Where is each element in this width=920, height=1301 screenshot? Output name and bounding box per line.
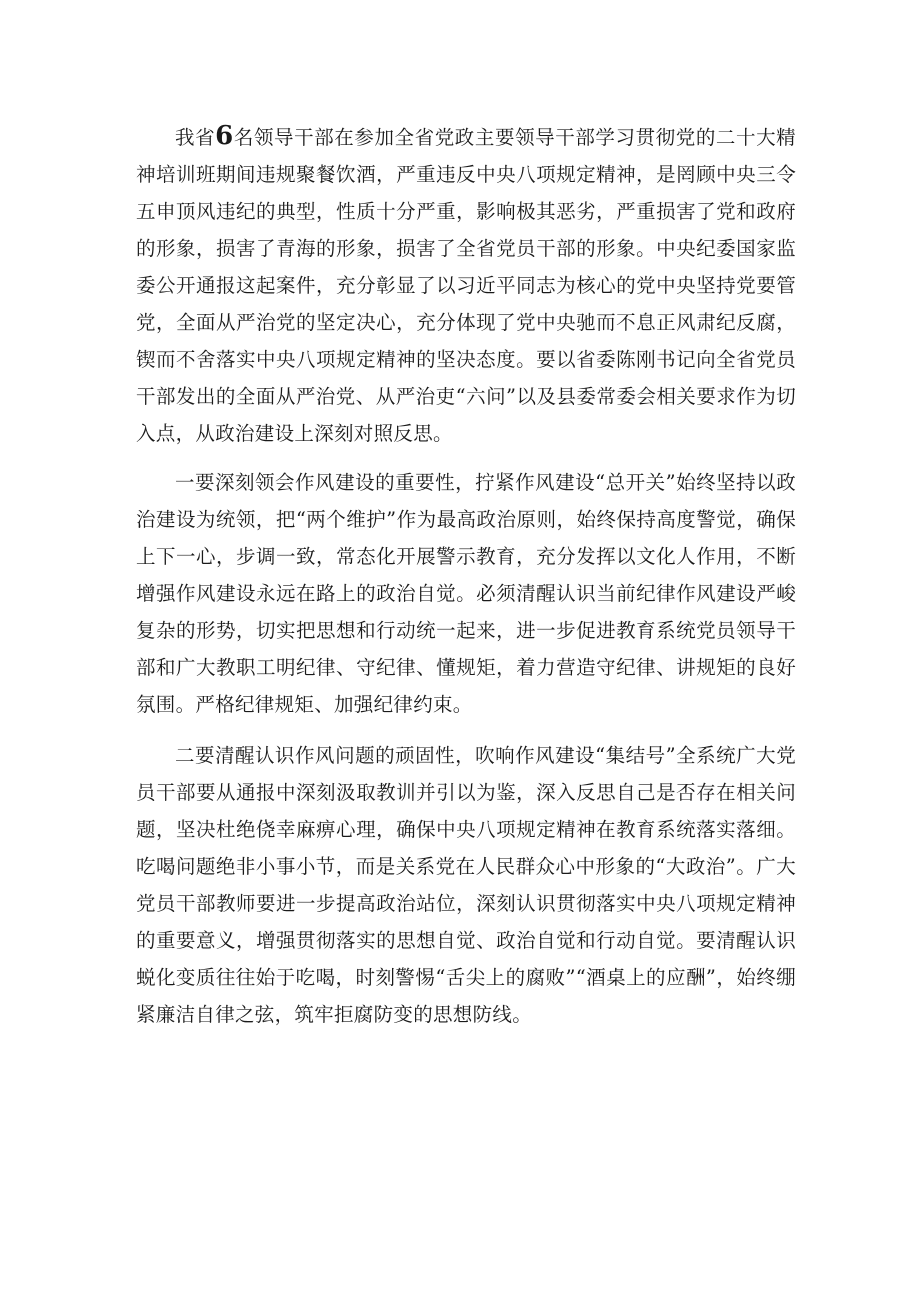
paragraph-2: 一要深刻领会作风建设的重要性，拧紧作风建设“总开关”始终坚持以政治建设为统领，把“两个维护”作为最高政治原则，始终保持高度警觉，确保上下一心，步调一致，常态化开展警示教育，充分发挥以文化人作用，不断增强作风建设永远在路上的政治自觉。必须清醒认识当前纪律作风建设严峻复杂的形势，切实把思想和行动统一起来，进一步促进教育系统党员领导干部和广大教职工明纪律、守纪律、懂规矩，着力营造守纪律、讲规矩的良好氛围。严格纪律规矩、加强纪律约束。 — [136, 471, 796, 716]
paragraph-1-number: 6 — [215, 121, 234, 151]
paragraph-1 — [136, 118, 796, 452]
paragraph-3: 二要清醒认识作风问题的顽固性，吹响作风建设“集结号”全系统广大党员干部要从通报中深刻汲取教训并引以为鉴，深入反思自己是否存在相关问题，坚决杜绝侥幸麻痹心理，确保中央八项规定精神在教育系统落实落细。吃喝问题绝非小事小节，而是关系党在人民群众心中形象的“大政治”。广大党员干部教师要进一步提高政治站位，深刻认识贯彻落实中央八项规定精神的重要意义，增强贯彻落实的思想自觉、政治自觉和行动自觉。要清醒认识蜕化变质往往始于吃喝，时刻警惕“舌尖上的腐败”“酒桌上的应酬”，始终绷紧廉洁自律之弦，筑牢拒腐防变的思想防线。 — [136, 744, 796, 1026]
document-body — [136, 118, 796, 1043]
paragraph-1-lead: 我省 — [175, 126, 216, 149]
paragraph-1-text: 名领导干部在参加全省党政主要领导干部学习贯彻党的二十大精神培训班期间违规聚餐饮酒，严重违反中央八项规定精神，是罔顾中央三令五申顶风违纪的典型，性质十分严重，影响极其恶劣，严重损害了党和政府的形象，损害了青海的形象，损害了全省党员干部的形象。中央纪委国家监委公开通报这起案件，充分彰显了以习近平同志为核心的党中央坚持党要管党，全面从严治党的坚定决心，充分体现了党中央驰而不息正风肃纪反腐，锲而不舍落实中央八项规定精神的坚决态度。要以省委陈刚书记向全省党员干部发出的全面从严治党、从严治吏“六问”以及县委常委会相关要求作为切入点，从政治建设上深刻对照反思。 — [136, 126, 796, 445]
